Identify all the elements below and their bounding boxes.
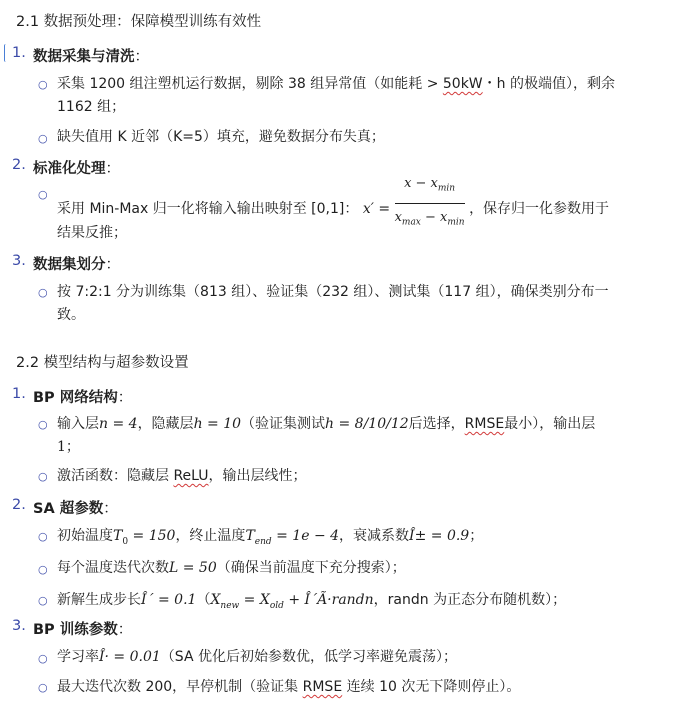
list-item-title: 数据集划分：	[33, 257, 120, 273]
list-item: 采用 Min-Max 归一化将输入输出映射至 [0,1]： x′ = $\frac{x - x_{min}}{x_{max} - x_{min}}$ ，保存归一化参数用于	[57, 184, 669, 234]
list-number: 3.	[12, 618, 26, 634]
list-item: 初始温度$T_0 = 150$，终止温度$T_{end} = 1e - 4$，衰减系数Î± = 0.9；	[57, 528, 484, 547]
list-item: 采集 1200 组注塑机运行数据，剔除 38 组异常值（如能耗 > 50kW・h 的极端值），剩余 1162 组；	[57, 76, 615, 115]
list-item-title: 标准化处理：	[33, 161, 120, 177]
bullet-icon: ○	[38, 470, 48, 483]
list-item: 激活函数：隐藏层 ReLU，输出层线性；	[57, 468, 307, 484]
list-item-title: 数据采集与清洗：	[33, 49, 149, 65]
bullet-icon: ○	[38, 681, 48, 694]
list-item: 缺失值用 K 近邻（K=5）填充，避免数据分布失真；	[57, 129, 385, 145]
list-item: 按 7:2:1 分为训练集（813 组）、验证集（232 组）、测试集（117 组），确保类别分布一 致。	[57, 284, 609, 323]
list-item: 新解生成步长Î´ = $0.1(X_{new} = X_{old}$ + Î´Ã·randn，randn 为正态分布随机数）；	[57, 592, 567, 611]
text-cursor-marker	[4, 44, 8, 62]
list-item: 输入层n = 4，隐藏层h = 10（验证集测试h = 8/10/12后选择，RMSE最小），输出层 1；	[57, 416, 596, 455]
bullet-icon: ○	[38, 563, 48, 576]
list-item-title: BP 网络结构：	[33, 390, 133, 406]
bullet-icon: ○	[38, 594, 48, 607]
list-number: 1.	[12, 45, 26, 61]
list-item: 每个温度迭代次数L = 50（确保当前温度下充分搜索）；	[57, 560, 406, 576]
list-number: 2.	[12, 157, 26, 173]
list-number: 1.	[12, 386, 26, 402]
list-item-continued: 结果反推；	[57, 225, 127, 241]
bullet-icon: ○	[38, 418, 48, 431]
bullet-icon: ○	[38, 78, 48, 91]
bullet-icon: ○	[38, 286, 48, 299]
bullet-icon: ○	[38, 652, 48, 665]
list-number: 2.	[12, 497, 26, 513]
section-heading-2-2: 2.2 模型结构与超参数设置	[16, 355, 189, 371]
section-heading-2-1: 2.1 数据预处理：保障模型训练有效性	[16, 14, 262, 30]
list-item-title: SA 超参数：	[33, 501, 118, 517]
bullet-icon: ○	[38, 132, 48, 145]
normalization-formula: $\frac{x - x_{min}}{x_{max} - x_{min}}$	[395, 172, 465, 234]
bullet-icon: ○	[38, 188, 48, 201]
list-item-title: BP 训练参数：	[33, 622, 133, 638]
list-number: 3.	[12, 253, 26, 269]
list-item: 学习率Î· = 0.01（SA 优化后初始参数优，低学习率避免震荡）；	[57, 649, 457, 665]
list-item: 最大迭代次数 200，早停机制（验证集 RMSE 连续 10 次无下降则停止）。	[57, 679, 521, 695]
bullet-icon: ○	[38, 530, 48, 543]
